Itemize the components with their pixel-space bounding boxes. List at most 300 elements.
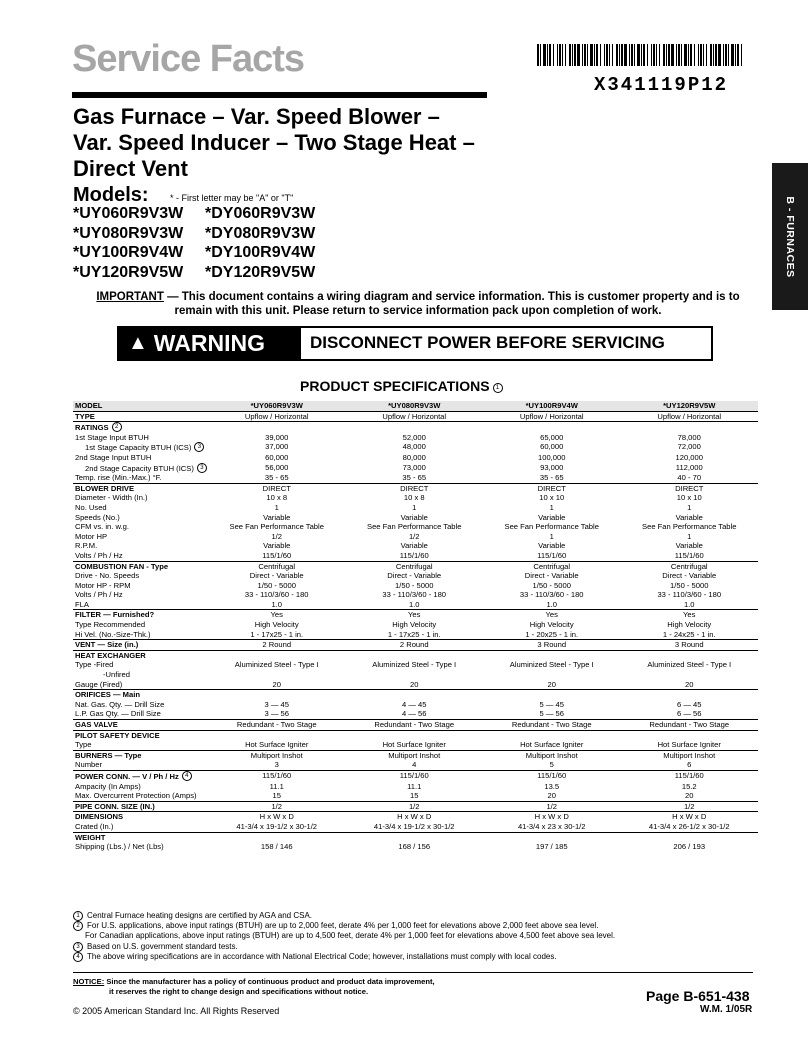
row-label — [73, 720, 208, 731]
row-label — [73, 822, 208, 832]
table-cell: Multiport Inshot — [483, 750, 621, 760]
table-cell: Centrifugal — [620, 561, 758, 571]
header-model: *UY080R9V3W — [345, 401, 483, 411]
table-cell — [483, 832, 621, 842]
table-cell: Variable — [538, 512, 566, 522]
table-cell — [345, 670, 483, 680]
table-cell: Redundant - Two Stage — [483, 720, 621, 731]
title-rule — [72, 92, 487, 98]
table-cell: 1.0 — [546, 599, 558, 609]
table-cell: 168 / 156 — [398, 842, 431, 852]
row-label — [73, 630, 208, 640]
row-label-text: -Unfired — [103, 670, 131, 680]
row-label — [73, 581, 208, 591]
row-label — [73, 610, 208, 620]
row-label — [73, 433, 208, 443]
row-label — [73, 791, 208, 801]
table-row — [73, 581, 758, 591]
model-row — [73, 224, 337, 244]
model-number: *UY080R9V3W — [73, 224, 184, 242]
row-label-text: Diameter - Width (In.) — [75, 493, 148, 503]
table-row — [73, 801, 758, 812]
table-cell: High Velocity — [529, 620, 574, 630]
table-cell: 35 - 65 — [539, 473, 564, 483]
row-label-text: BURNERS — Type — [75, 750, 142, 760]
table-cell — [345, 730, 483, 740]
table-cell: 5 — 45 — [539, 699, 564, 709]
table-row — [73, 532, 758, 542]
model-number: *DY060R9V3W — [205, 205, 316, 222]
row-label-text: L.P. Gas Qty. — Drill Size — [75, 709, 161, 719]
row-label — [73, 670, 208, 680]
row-label — [73, 709, 208, 719]
header-model: *UY120R9V5W — [620, 401, 758, 411]
table-cell: Yes — [483, 610, 621, 620]
table-cell: Hot Surface Igniter — [382, 740, 446, 750]
table-cell: 120,000 — [675, 452, 703, 462]
table-row — [73, 660, 758, 670]
table-cell: 15 — [410, 791, 419, 801]
table-row — [73, 720, 758, 731]
table-cell: 78,000 — [677, 432, 701, 442]
footnote — [73, 921, 753, 931]
table-cell: 5 — [549, 760, 554, 770]
table-cell: 4 — 45 — [401, 699, 427, 709]
row-label-text: Motor HP — [75, 531, 108, 541]
table-cell: See Fan Performance Table — [367, 522, 462, 532]
row-label — [73, 522, 208, 532]
footnote-text: For U.S. applications, above input ratings (BTUH) are up to 2,000 feet, derate 4% per 1,000 feet for elevations above 2,000 feet above sea level. — [87, 921, 599, 931]
table-cell: 1.0 — [271, 599, 283, 609]
table-row — [73, 620, 758, 630]
table-cell: 60,000 — [265, 452, 289, 462]
title-line: Gas Furnace – Var. Speed Blower – — [73, 104, 440, 129]
table-cell: 15 — [272, 791, 281, 801]
table-cell: 10 x 10 — [539, 493, 565, 503]
table-cell: 41-3/4 x 23 x 30-1/2 — [517, 821, 586, 831]
row-label-text: Gauge (Fired) — [75, 679, 123, 689]
table-cell: DIRECT — [345, 483, 483, 493]
spec-table — [73, 401, 758, 852]
table-cell: 10 x 8 — [266, 493, 288, 503]
table-cell: DIRECT — [483, 483, 621, 493]
model-row — [73, 243, 337, 263]
table-row — [73, 541, 758, 551]
table-cell: 115/1/60 — [262, 550, 292, 560]
table-cell: 20 — [685, 679, 694, 689]
model-number: *DY120R9V5W — [205, 263, 316, 281]
footnote-text: Based on U.S. government standard tests. — [87, 941, 238, 951]
table-cell: Direct - Variable — [662, 571, 717, 581]
table-cell: 33 - 110/3/60 - 180 — [657, 590, 722, 600]
row-label-text: Temp. rise (Min.-Max.) °F. — [75, 473, 162, 483]
table-row — [73, 670, 758, 680]
table-row — [73, 571, 758, 581]
table-cell: 115/1/60 — [399, 550, 429, 560]
table-cell: 11.1 — [269, 781, 284, 791]
table-cell: 33 - 110/3/60 - 180 — [519, 590, 584, 600]
footnote-marker: 1 — [493, 383, 503, 393]
warning-text: DISCONNECT POWER BEFORE SERVICING — [310, 333, 665, 352]
table-cell: 52,000 — [402, 432, 426, 442]
model-number: *UY060R9V3W — [73, 205, 184, 222]
table-cell: 3 Round — [620, 640, 758, 651]
table-cell — [208, 670, 346, 680]
table-cell: 60,000 — [540, 442, 564, 452]
notice-line-1: Since the manufacturer has a policy of continuous product and product data improvement, — [104, 977, 435, 986]
row-label — [73, 561, 208, 571]
table-cell: 1/50 - 5000 — [532, 580, 571, 590]
table-cell — [620, 730, 758, 740]
table-cell — [483, 690, 621, 700]
table-cell: 33 - 110/3/60 - 180 — [382, 590, 447, 600]
specs-title-text: PRODUCT SPECIFICATIONS — [300, 378, 490, 394]
table-row — [73, 640, 758, 651]
row-label-text: Volts / Ph / Hz — [75, 590, 123, 600]
table-row — [73, 812, 758, 822]
row-label — [73, 422, 208, 433]
table-row — [73, 842, 758, 852]
table-row — [73, 822, 758, 832]
table-cell: 2 Round — [345, 640, 483, 651]
footnotes — [73, 911, 753, 962]
table-cell: Yes — [620, 610, 758, 620]
section-tab-label: B - FURNACES — [784, 195, 796, 278]
table-cell: 10 x 8 — [403, 493, 425, 503]
important-label: IMPORTANT — [96, 291, 164, 303]
table-cell: 2 Round — [208, 640, 346, 651]
row-label — [73, 782, 208, 792]
table-cell: 115/1/60 — [537, 550, 567, 560]
footnote-marker: 3 — [73, 942, 83, 952]
table-cell: Multiport Inshot — [208, 750, 346, 760]
table-cell: Aluminized Steel - Type I — [647, 660, 732, 670]
row-label — [73, 801, 208, 812]
row-label-text: RATINGS — [75, 423, 109, 433]
row-label-text: GAS VALVE — [75, 720, 118, 729]
table-header-row — [73, 401, 758, 411]
row-label-text: Shipping (Lbs.) / Net (Lbs) — [75, 842, 164, 852]
models-label: Models: — [73, 184, 149, 206]
table-row — [73, 411, 758, 422]
footnote-marker: 3 — [194, 442, 204, 452]
important-text: — This document contains a wiring diagram and service information. This is customer property and is to remain with this unit. Please return to service information pack upon completion of work. — [163, 291, 740, 317]
table-cell: See Fan Performance Table — [229, 522, 324, 532]
table-cell: 1/2 — [271, 531, 283, 541]
table-row — [73, 513, 758, 523]
table-cell — [483, 670, 621, 680]
row-label — [73, 483, 208, 493]
table-cell: 73,000 — [402, 462, 426, 472]
table-cell: 72,000 — [677, 442, 701, 452]
table-row — [73, 782, 758, 792]
row-label-text: No. Used — [75, 502, 107, 512]
table-cell: 6 — [687, 760, 692, 770]
table-cell: Direct - Variable — [524, 571, 579, 581]
specs-title — [300, 378, 503, 394]
table-cell — [208, 832, 346, 842]
part-number: X341119P12 — [594, 74, 729, 96]
table-cell: 1/2 — [345, 801, 483, 812]
table-row — [73, 551, 758, 561]
footnote-marker: 2 — [73, 921, 83, 931]
table-cell: 206 / 193 — [673, 842, 706, 852]
row-label — [73, 493, 208, 503]
table-row — [73, 483, 758, 493]
table-cell: 1/50 - 5000 — [257, 580, 296, 590]
table-cell: 11.1 — [407, 781, 422, 791]
table-cell: 6 — 56 — [677, 709, 702, 719]
row-label — [73, 532, 208, 542]
footnote-text: For Canadian applications, above input ratings (BTUH) are up to 4,500 feet, derate 4% per 1,000 feet for elevations above 4,500 feet above sea level. — [85, 931, 616, 941]
row-label-text: Type Recommended — [75, 620, 146, 630]
row-label-text: HEAT EXCHANGER — [75, 650, 146, 660]
models-note: * - First letter may be "A" or "T" — [170, 193, 294, 203]
row-label — [73, 541, 208, 551]
row-label-text: FLA — [75, 599, 89, 609]
row-label — [73, 660, 208, 670]
model-number: *UY120R9V5W — [73, 263, 184, 281]
table-cell: Aluminized Steel - Type I — [234, 660, 319, 670]
table-cell: Hot Surface Igniter — [657, 740, 721, 750]
table-row — [73, 422, 758, 433]
row-label-text: 1st Stage Capacity BTUH (ICS) — [85, 443, 192, 453]
notice — [73, 977, 435, 997]
row-label-text: Crated (In.) — [75, 821, 114, 831]
row-label — [73, 730, 208, 740]
important-notice — [78, 290, 758, 318]
table-cell: Centrifugal — [208, 561, 346, 571]
product-title — [73, 104, 533, 182]
table-cell: Upflow / Horizontal — [345, 411, 483, 422]
row-label-text: WEIGHT — [75, 832, 106, 842]
row-label — [73, 770, 208, 781]
table-cell: 15.2 — [681, 781, 697, 791]
table-cell: 4 — 56 — [401, 709, 427, 719]
table-row — [73, 770, 758, 781]
section-tab — [772, 163, 808, 310]
row-label — [73, 680, 208, 690]
model-number: *DY100R9V4W — [205, 244, 316, 261]
table-cell: Variable — [538, 541, 566, 551]
row-label-text: FILTER — Furnished? — [75, 610, 155, 620]
row-label-text: DIMENSIONS — [75, 812, 124, 822]
row-label — [73, 832, 208, 842]
row-label-text: POWER CONN. — V / Ph / Hz — [75, 771, 179, 781]
table-cell: 1/2 — [620, 801, 758, 812]
table-cell: Aluminized Steel - Type I — [509, 660, 594, 670]
table-cell: Variable — [400, 541, 428, 551]
row-label — [73, 812, 208, 822]
warning-icon: ▲ — [128, 332, 148, 354]
row-label — [73, 551, 208, 561]
row-label-text: Ampacity (In Amps) — [75, 781, 141, 791]
table-cell: Centrifugal — [345, 561, 483, 571]
row-label-text: Type — [75, 740, 92, 750]
footnote-marker: 1 — [73, 911, 83, 921]
row-label-text: Motor HP - RPM — [75, 580, 131, 590]
row-label — [73, 842, 208, 852]
table-cell: Multiport Inshot — [620, 750, 758, 760]
table-cell: 1 — [274, 502, 279, 512]
table-cell: H x W x D — [620, 812, 758, 822]
table-cell: Direct - Variable — [387, 571, 442, 581]
title-line: Var. Speed Inducer – Two Stage Heat – — [73, 130, 475, 155]
notice-rule — [73, 972, 753, 973]
table-row — [73, 442, 758, 453]
table-cell — [483, 730, 621, 740]
table-row — [73, 561, 758, 571]
table-cell: 1/50 - 5000 — [670, 580, 709, 590]
table-cell: See Fan Performance Table — [642, 522, 737, 532]
table-cell: Centrifugal — [483, 561, 621, 571]
table-cell: 5 — 56 — [539, 709, 564, 719]
warning-label-block — [119, 328, 301, 359]
row-label-text: Type -Fired — [75, 660, 114, 670]
table-cell: 4 — [412, 760, 417, 770]
models-list — [73, 204, 337, 282]
row-label-text: Drive - No. Speeds — [75, 571, 140, 581]
table-cell: 1/2 — [483, 801, 621, 812]
table-cell: 1 - 24x25 - 1 in. — [662, 629, 716, 639]
table-cell: 41-3/4 x 26-1/2 x 30-1/2 — [648, 821, 730, 831]
row-label-text: 2nd Stage Capacity BTUH (ICS) — [85, 463, 194, 473]
header-model: *UY100R9V4W — [483, 401, 621, 411]
row-label — [73, 740, 208, 750]
header-model: *UY060R9V3W — [208, 401, 346, 411]
table-cell: 37,000 — [265, 442, 289, 452]
table-row — [73, 730, 758, 740]
row-label — [73, 463, 208, 474]
barcode-icon — [537, 44, 745, 66]
table-cell: DIRECT — [620, 483, 758, 493]
table-cell: Redundant - Two Stage — [208, 720, 346, 731]
table-row — [73, 503, 758, 513]
table-cell: Variable — [675, 512, 703, 522]
table-row — [73, 453, 758, 463]
table-cell: 20 — [685, 791, 694, 801]
table-cell — [620, 690, 758, 700]
notice-line-2: it reserves the right to change design and specifications without notice. — [109, 987, 369, 996]
row-label-text: Max. Overcurrent Protection (Amps) — [75, 791, 197, 801]
footnote — [73, 931, 753, 941]
table-cell: 1 — [549, 502, 554, 512]
table-cell: 41-3/4 x 19-1/2 x 30-1/2 — [236, 821, 318, 831]
row-label-text: Volts / Ph / Hz — [75, 550, 123, 560]
table-cell: 1 — [412, 502, 417, 512]
table-row — [73, 473, 758, 483]
table-cell: Upflow / Horizontal — [483, 411, 621, 422]
table-cell: 1 — [687, 502, 692, 512]
table-row — [73, 700, 758, 710]
row-label — [73, 640, 208, 651]
table-cell: 197 / 185 — [535, 842, 568, 852]
table-cell — [483, 650, 621, 660]
row-label-text: Speeds (No.) — [75, 512, 120, 522]
footnote — [73, 952, 753, 962]
row-label — [73, 473, 208, 483]
footnote-text: The above wiring specifications are in accordance with National Electrical Code; however, installations must comply with local codes. — [87, 951, 557, 961]
table-cell: 1 - 17x25 - 1 in. — [250, 629, 304, 639]
table-cell: H x W x D — [483, 812, 621, 822]
table-cell: 93,000 — [540, 462, 564, 472]
table-cell: 20 — [272, 679, 281, 689]
table-cell: 1 - 20x25 - 1 in. — [525, 629, 579, 639]
model-row — [73, 204, 337, 224]
wm-code: W.M. 1/05R — [700, 1004, 753, 1015]
table-cell: 3 — 56 — [264, 709, 289, 719]
table-cell: 112,000 — [675, 462, 703, 472]
table-cell: 6 — 45 — [677, 699, 702, 709]
table-row — [73, 493, 758, 503]
table-cell: Upflow / Horizontal — [620, 411, 758, 422]
table-cell: 48,000 — [402, 442, 426, 452]
table-cell: 3 Round — [483, 640, 621, 651]
row-label-text: TYPE — [75, 411, 95, 421]
table-cell: Variable — [400, 512, 428, 522]
table-cell: 65,000 — [540, 432, 564, 442]
table-cell: 35 - 65 — [402, 473, 427, 483]
row-label — [73, 571, 208, 581]
table-cell: 13.5 — [544, 781, 560, 791]
table-cell: Hot Surface Igniter — [245, 740, 309, 750]
table-row — [73, 750, 758, 760]
title-line: Direct Vent — [73, 156, 188, 181]
table-cell: 1/50 - 5000 — [395, 580, 434, 590]
table-cell: 1.0 — [683, 599, 695, 609]
row-label — [73, 411, 208, 422]
table-row — [73, 433, 758, 443]
table-cell: 115/1/60 — [345, 770, 483, 781]
row-label-text: BLOWER DRIVE — [75, 483, 135, 493]
table-cell — [208, 690, 346, 700]
table-cell: Variable — [675, 541, 703, 551]
table-row — [73, 650, 758, 660]
footnote-marker: 4 — [182, 771, 192, 781]
table-cell — [208, 650, 346, 660]
table-cell: 40 - 70 — [677, 473, 702, 483]
table-cell: 3 — 45 — [264, 699, 289, 709]
header-label: MODEL — [73, 401, 208, 411]
row-label-text: Hi Vel. (No.-Size-Thk.) — [75, 629, 151, 639]
row-label — [73, 600, 208, 610]
table-row — [73, 610, 758, 620]
row-label-text: R.P.M. — [75, 541, 98, 551]
page-number: Page B-651-438 — [646, 988, 750, 1004]
table-cell: 158 / 146 — [260, 842, 293, 852]
table-cell — [345, 832, 483, 842]
table-cell: 35 - 65 — [264, 473, 289, 483]
table-cell — [208, 422, 346, 433]
footnote-text: Central Furnace heating designs are certified by AGA and CSA. — [87, 911, 313, 920]
table-cell: 1/2 — [208, 801, 346, 812]
table-cell: Upflow / Horizontal — [208, 411, 346, 422]
notice-label: NOTICE: — [73, 977, 105, 986]
row-label-text: ORIFICES — Main — [75, 690, 140, 700]
row-label-text: PIPE CONN. SIZE (IN.) — [75, 801, 155, 811]
row-label — [73, 453, 208, 463]
table-row — [73, 600, 758, 610]
table-row — [73, 709, 758, 719]
table-cell — [208, 730, 346, 740]
model-number: *DY080R9V3W — [205, 224, 316, 242]
footnote — [73, 942, 753, 952]
table-cell: 115/1/60 — [674, 550, 704, 560]
table-cell: See Fan Performance Table — [504, 522, 599, 532]
table-cell: High Velocity — [392, 620, 437, 630]
table-row — [73, 760, 758, 770]
table-cell — [345, 690, 483, 700]
